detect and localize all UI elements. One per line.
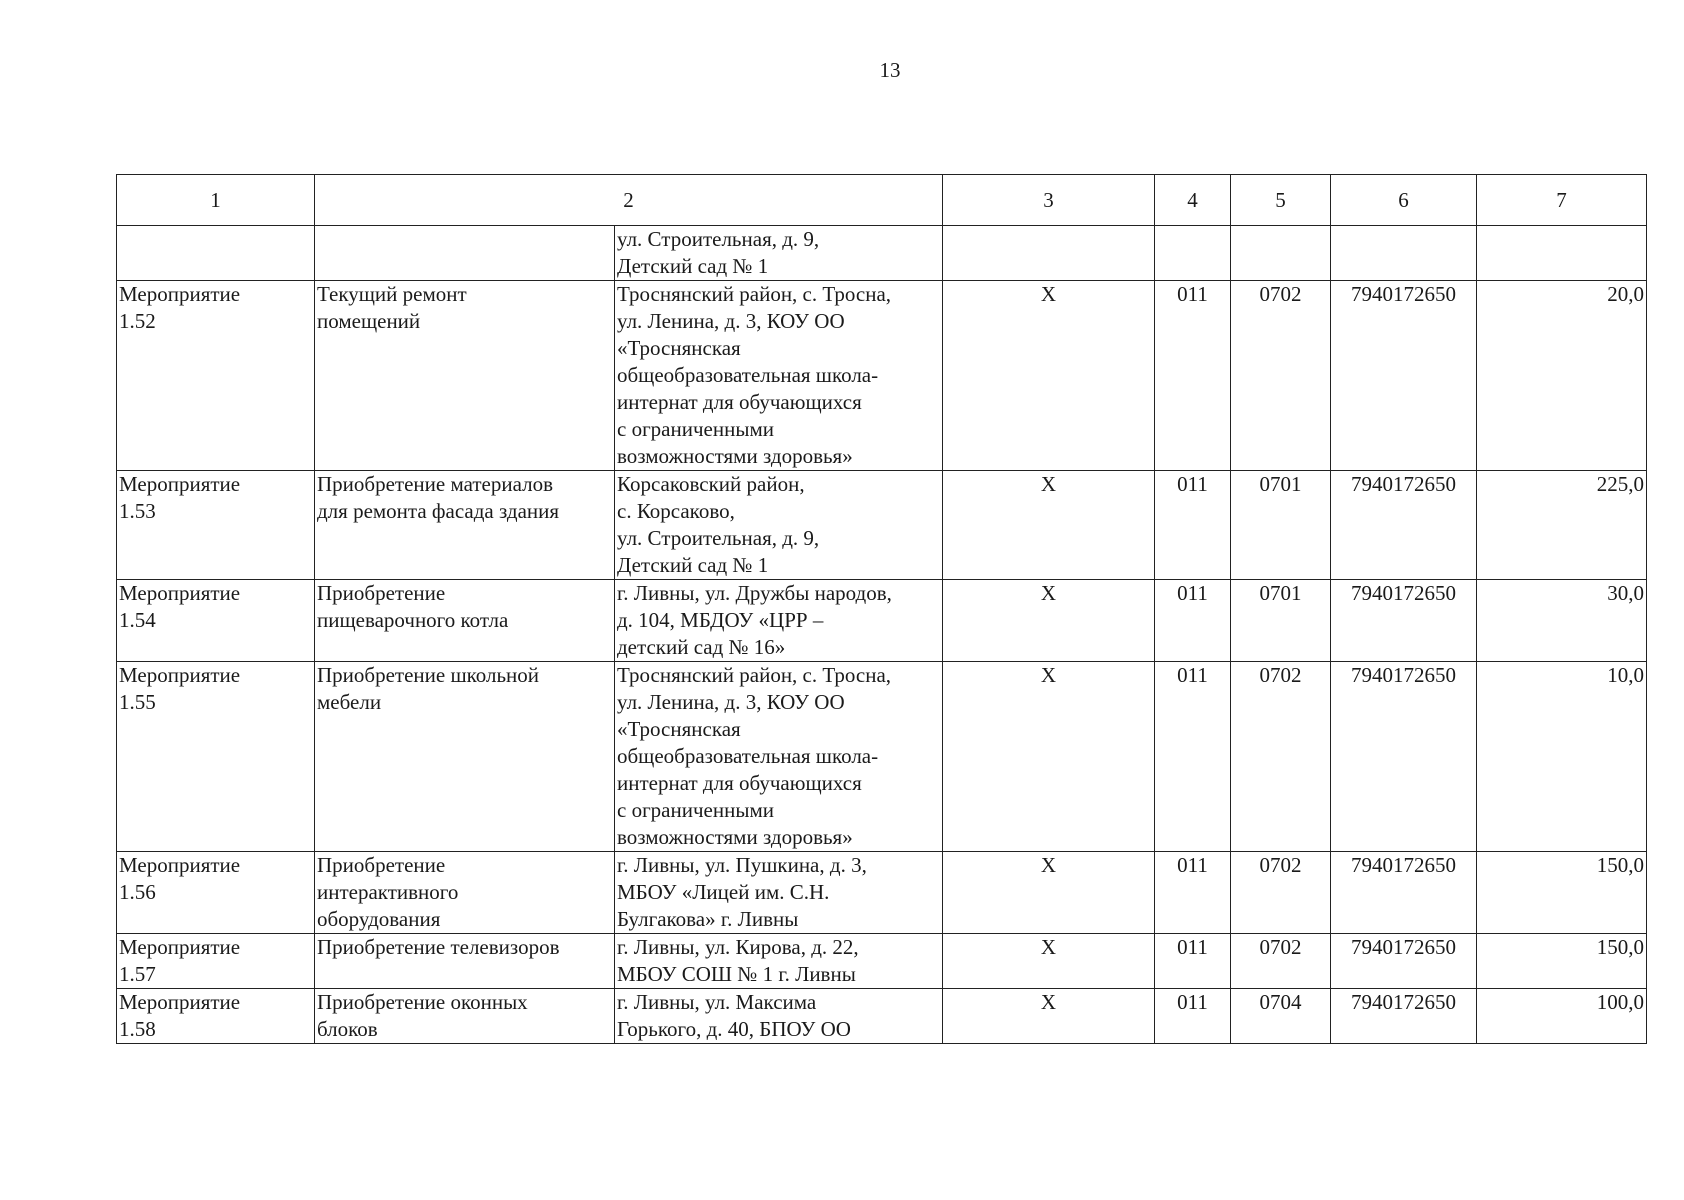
col-4-cell: 011 [1155, 580, 1231, 662]
header-col-7: 7 [1477, 175, 1647, 226]
col-4-cell: 011 [1155, 989, 1231, 1044]
amount-cell: 150,0 [1477, 852, 1647, 934]
measure-id-cell-line: 1.55 [119, 690, 156, 714]
col-6-cell: 7940172650 [1331, 662, 1477, 852]
address-cell [615, 934, 943, 989]
address-cell [615, 662, 943, 852]
address-cell-line: ул. Ленина, д. 3, КОУ ОО [617, 690, 845, 714]
amount-cell: 150,0 [1477, 934, 1647, 989]
table-row [117, 471, 1647, 580]
measure-id-cell [117, 226, 315, 281]
measure-name-cell [315, 852, 615, 934]
measure-id-cell [117, 852, 315, 934]
header-row [117, 175, 1647, 226]
measure-id-cell-line: 1.53 [119, 499, 156, 523]
address-cell-line: детский сад № 16» [617, 635, 786, 659]
col-3-cell: Х [943, 662, 1155, 852]
table-row [117, 934, 1647, 989]
header-col-5: 5 [1231, 175, 1331, 226]
measure-name-cell [315, 662, 615, 852]
address-cell-line: Булгакова» г. Ливны [617, 907, 799, 931]
address-cell-line: ул. Строительная, д. 9, [617, 227, 820, 251]
col-6-cell: 7940172650 [1331, 281, 1477, 471]
measure-id-cell-line: Мероприятие [119, 663, 241, 687]
measure-id-cell-line: 1.54 [119, 608, 156, 632]
address-cell-line: Троснянский район, с. Тросна, [617, 663, 892, 687]
measure-name-cell-line: мебели [317, 690, 382, 714]
measure-name-cell-line: блоков [317, 1017, 378, 1041]
amount-cell: 225,0 [1477, 471, 1647, 580]
address-cell-line: возможностями здоровья» [617, 825, 853, 849]
col-3-cell: Х [943, 580, 1155, 662]
address-cell-line: г. Ливны, ул. Кирова, д. 22, [617, 935, 859, 959]
address-cell [615, 281, 943, 471]
measure-name-cell-line: для ремонта фасада здания [317, 499, 560, 523]
address-cell [615, 471, 943, 580]
address-cell [615, 852, 943, 934]
address-cell-line: Горького, д. 40, БПОУ ОО [617, 1017, 851, 1041]
measure-id-cell-line: Мероприятие [119, 853, 241, 877]
address-cell-line: с ограниченными [617, 417, 774, 441]
col-5-cell: 0702 [1231, 852, 1331, 934]
address-cell [615, 226, 943, 281]
measure-name-cell-line: помещений [317, 309, 421, 333]
address-cell-line: д. 104, МБДОУ «ЦРР – [617, 608, 824, 632]
page-number: 13 [879, 58, 901, 82]
col-4-cell: 011 [1155, 934, 1231, 989]
address-cell-line: с. Корсаково, [617, 499, 735, 523]
measure-name-cell-line: интерактивного [317, 880, 459, 904]
table-row [117, 580, 1647, 662]
measure-id-cell-line: Мероприятие [119, 935, 241, 959]
col-6-cell [1331, 226, 1477, 281]
col-5-cell: 0702 [1231, 662, 1331, 852]
measure-id-cell-line [119, 226, 312, 253]
address-cell-line: Детский сад № 1 [617, 254, 769, 278]
col-6-cell: 7940172650 [1331, 934, 1477, 989]
address-cell-line: МБОУ СОШ № 1 г. Ливны [617, 962, 856, 986]
header-col-6: 6 [1331, 175, 1477, 226]
col-5-cell: 0702 [1231, 934, 1331, 989]
address-cell [615, 580, 943, 662]
address-cell-line: «Троснянская [617, 717, 741, 741]
address-cell-line: г. Ливны, ул. Дружбы народов, [617, 581, 892, 605]
measure-name-cell-line: Приобретение оконных [317, 990, 528, 1014]
measure-id-cell [117, 662, 315, 852]
measure-name-cell-line: Приобретение школьной [317, 663, 540, 687]
measure-id-cell [117, 934, 315, 989]
col-3-cell: Х [943, 934, 1155, 989]
measure-name-cell-line: Приобретение материалов [317, 472, 554, 496]
table-row [117, 281, 1647, 471]
amount-cell: 100,0 [1477, 989, 1647, 1044]
col-6-cell: 7940172650 [1331, 471, 1477, 580]
measure-name-cell [315, 471, 615, 580]
col-5-cell [1231, 226, 1331, 281]
measure-name-cell [315, 989, 615, 1044]
measure-id-cell-line: 1.52 [119, 309, 156, 333]
col-3-cell: Х [943, 989, 1155, 1044]
address-cell-line: Детский сад № 1 [617, 553, 769, 577]
address-cell [615, 989, 943, 1044]
col-3-cell: Х [943, 852, 1155, 934]
budget-table [116, 174, 1647, 1044]
address-cell-line: г. Ливны, ул. Пушкина, д. 3, [617, 853, 867, 877]
measure-name-cell-line: Приобретение телевизоров [317, 935, 560, 959]
measure-id-cell-line: 1.57 [119, 962, 156, 986]
col-4-cell: 011 [1155, 852, 1231, 934]
address-cell-line: интернат для обучающихся [617, 771, 862, 795]
col-4-cell: 011 [1155, 662, 1231, 852]
col-4-cell [1155, 226, 1231, 281]
header-col-4: 4 [1155, 175, 1231, 226]
header-col-1: 1 [117, 175, 315, 226]
address-cell-line: возможностями здоровья» [617, 444, 853, 468]
col-3-cell: Х [943, 281, 1155, 471]
address-cell-line: г. Ливны, ул. Максима [617, 990, 817, 1014]
measure-name-cell-line: Приобретение [317, 581, 446, 605]
address-cell-line: интернат для обучающихся [617, 390, 862, 414]
address-cell-line: общеобразовательная школа- [617, 744, 879, 768]
measure-id-cell-line: Мероприятие [119, 990, 241, 1014]
measure-id-cell-line: 1.58 [119, 1017, 156, 1041]
measure-id-cell [117, 471, 315, 580]
address-cell-line: с ограниченными [617, 798, 774, 822]
amount-cell: 30,0 [1477, 580, 1647, 662]
header-col-3: 3 [943, 175, 1155, 226]
address-cell-line: общеобразовательная школа- [617, 363, 879, 387]
address-cell-line: ул. Строительная, д. 9, [617, 526, 820, 550]
amount-cell: 10,0 [1477, 662, 1647, 852]
table-row [117, 989, 1647, 1044]
address-cell-line: Корсаковский район, [617, 472, 805, 496]
col-4-cell: 011 [1155, 471, 1231, 580]
address-cell-line: ул. Ленина, д. 3, КОУ ОО [617, 309, 845, 333]
address-cell-line: Троснянский район, с. Тросна, [617, 282, 892, 306]
header-col-2: 2 [315, 175, 943, 226]
col-5-cell: 0701 [1231, 580, 1331, 662]
col-4-cell: 011 [1155, 281, 1231, 471]
measure-id-cell [117, 580, 315, 662]
measure-id-cell-line: Мероприятие [119, 472, 241, 496]
measure-name-cell-line: пищеварочного котла [317, 608, 509, 632]
col-5-cell: 0704 [1231, 989, 1331, 1044]
table-row [117, 852, 1647, 934]
measure-name-cell [315, 934, 615, 989]
measure-id-cell-line: Мероприятие [119, 581, 241, 605]
measure-name-cell-line [317, 226, 612, 253]
address-cell-line: «Троснянская [617, 336, 741, 360]
col-5-cell: 0702 [1231, 281, 1331, 471]
address-cell-line: МБОУ «Лицей им. С.Н. [617, 880, 830, 904]
col-6-cell: 7940172650 [1331, 852, 1477, 934]
col-3-cell [943, 226, 1155, 281]
col-6-cell: 7940172650 [1331, 989, 1477, 1044]
measure-name-cell-line: оборудования [317, 907, 441, 931]
measure-name-cell [315, 226, 615, 281]
amount-cell: 20,0 [1477, 281, 1647, 471]
col-6-cell: 7940172650 [1331, 580, 1477, 662]
table-row [117, 662, 1647, 852]
measure-id-cell-line: Мероприятие [119, 282, 241, 306]
measure-id-cell-line: 1.56 [119, 880, 156, 904]
measure-name-cell-line: Приобретение [317, 853, 446, 877]
measure-id-cell-line [119, 253, 312, 280]
measure-id-cell [117, 281, 315, 471]
table-body [117, 226, 1647, 1044]
table-row [117, 226, 1647, 281]
measure-name-cell [315, 281, 615, 471]
col-5-cell: 0701 [1231, 471, 1331, 580]
amount-cell [1477, 226, 1647, 281]
measure-name-cell-line: Текущий ремонт [317, 282, 467, 306]
measure-name-cell [315, 580, 615, 662]
col-3-cell: Х [943, 471, 1155, 580]
measure-id-cell [117, 989, 315, 1044]
